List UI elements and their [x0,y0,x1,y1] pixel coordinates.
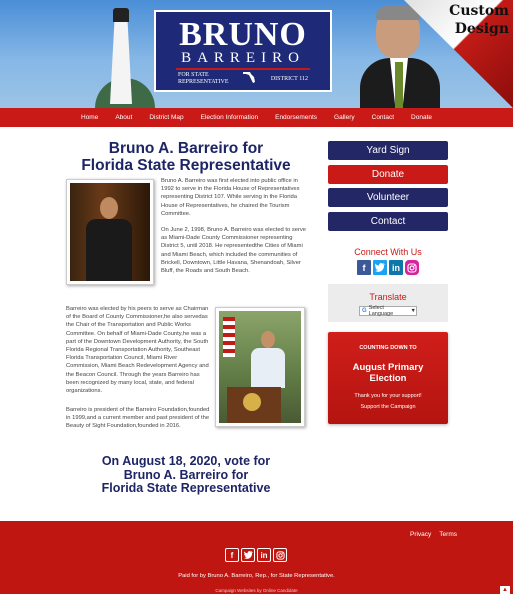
lighthouse-lantern [113,8,129,22]
countdown-label: COUNTING DOWN TO [359,345,417,351]
terms-link[interactable]: Terms [439,531,457,538]
custom-design-badge[interactable] [439,2,509,38]
volunteer-button[interactable]: Volunteer [328,188,448,207]
site-header [0,0,513,108]
photo-content [70,183,150,281]
facebook-icon[interactable]: f [357,260,371,275]
candidate-podium-photo [215,307,305,427]
sidebar-social-links [357,260,419,276]
photo-flag [223,317,235,357]
logo-district: DISTRICT 112 [270,76,308,82]
countdown-event-line1: August Primary [352,362,424,373]
instagram-icon[interactable] [405,260,419,275]
photo-podium-seal [243,393,261,411]
custom-design-line1: Custom [449,3,509,19]
countdown-event-line2: Election [369,373,407,384]
logo-office-line2: REPRESENTATIVE [178,79,229,85]
bio-paragraph-2: On June 2, 1998, Bruno A. Barreiro was elected to serve as Miami-Dade County Commissioner representing District 5, until 2018. He representedthe Cities of Miami and Miami Beach, which included the communities of Brickell, Downtown, Little Havana, Shenandoah, Silver Bluff, the Roads and South Beach. [161,227,307,275]
logo-office [178,72,229,86]
photo-figure-face [261,331,275,348]
facebook-icon[interactable]: f [225,548,239,562]
site-footer [0,521,513,594]
vote-callout-line1: On August 18, 2020, vote for [101,454,271,468]
language-select-value: Select Language [368,305,394,317]
twitter-icon[interactable] [373,260,387,275]
bio-paragraph-1: Bruno A. Barreiro was first elected into public office in 1992 to serve in the Florida House of Representatives representing District 107. While serving in the Florida House of Representatives, he chaired the Tourism Committee. [161,178,300,217]
linkedin-icon[interactable]: in [257,548,271,562]
photo-figure-face [100,197,118,219]
translate-widget [328,284,448,322]
nav-district-map[interactable]: District Map [149,114,184,121]
logo-office-line1: FOR STATE [178,72,209,78]
logo-last-name: BARREIRO [181,50,305,66]
custom-design-line2: Design [454,21,509,37]
page-title [70,140,302,174]
lighthouse-image [110,8,132,104]
bio-paragraph-4: Barreiro is president of the Barreiro Foundation,founded in 1999,and a current member and past president of the Beauty of Sight Foundation,founded in 2016. [66,407,210,430]
connect-with-us-label: Connect With Us [354,247,422,257]
yard-sign-button[interactable]: Yard Sign [328,141,448,160]
linkedin-icon[interactable]: in [389,260,403,275]
candidate-speaking-photo [66,179,154,285]
photo-content [219,311,301,423]
nav-endorsements[interactable]: Endorsements [275,114,318,121]
bio-paragraph-3: Barreiro was elected by his peers to serve as Chairman of the Board of County Commissioner,he also servedas the Chair of the Transportation and Public Works Committee. On behalf of Miami-Dade County,he was a part of the Downtown Development Authority, the South Florida Regional Transportation Authority, Southeast Florida Transportation Council, Miami River Commission, Miami Beach Redevelopment Agency and the Beacon Council. Through the years Barreiro has been recognized by many local, state, and federal organizations. [66,306,209,395]
chevron-down-icon: ▼ [410,308,416,314]
footer-links [410,531,457,538]
nav-about[interactable]: About [115,114,133,121]
nav-gallery[interactable]: Gallery [334,114,355,121]
vote-callout-line3: Florida State Representative [101,481,271,495]
nav-election-information[interactable]: Election Information [200,114,259,121]
vote-callout [70,455,302,496]
nav-donate[interactable]: Donate [411,114,432,121]
contact-button[interactable]: Contact [328,212,448,231]
instagram-icon[interactable] [273,548,287,562]
nav-home[interactable]: Home [81,114,99,121]
nav-contact[interactable]: Contact [371,114,395,121]
florida-map-icon [242,70,256,84]
lighthouse-tower [110,22,132,104]
footer-social-links [225,548,287,562]
page-title-line2: Florida State Representative [81,157,291,174]
paid-for-disclaimer: Paid for by Bruno A. Barreiro, Rep., for State Representative. [178,573,335,579]
privacy-link[interactable]: Privacy [409,531,432,538]
support-campaign-link[interactable]: Support the Campaign [360,404,416,410]
twitter-icon[interactable] [241,548,255,562]
site-credit[interactable]: Campaign Websites by Online Candidate [215,588,298,593]
photo-figure-body [251,348,285,388]
countdown-widget [328,332,448,424]
language-select[interactable] [359,306,417,316]
portrait-tie [395,62,403,108]
main-nav [0,108,513,127]
scroll-to-top-icon[interactable]: ▲ [500,586,510,594]
translate-label: Translate [369,292,407,302]
countdown-event [328,362,448,384]
page-title-line1: Bruno A. Barreiro for [108,140,264,157]
countdown-thanks: Thank you for your support! [354,393,422,399]
campaign-logo[interactable] [154,10,332,92]
logo-first-name: BRUNO [179,16,307,53]
photo-figure-body [86,219,132,281]
donate-button[interactable]: Donate [328,165,448,184]
google-icon: G [362,308,367,314]
vote-callout-line2: Bruno A. Barreiro for [123,467,249,482]
